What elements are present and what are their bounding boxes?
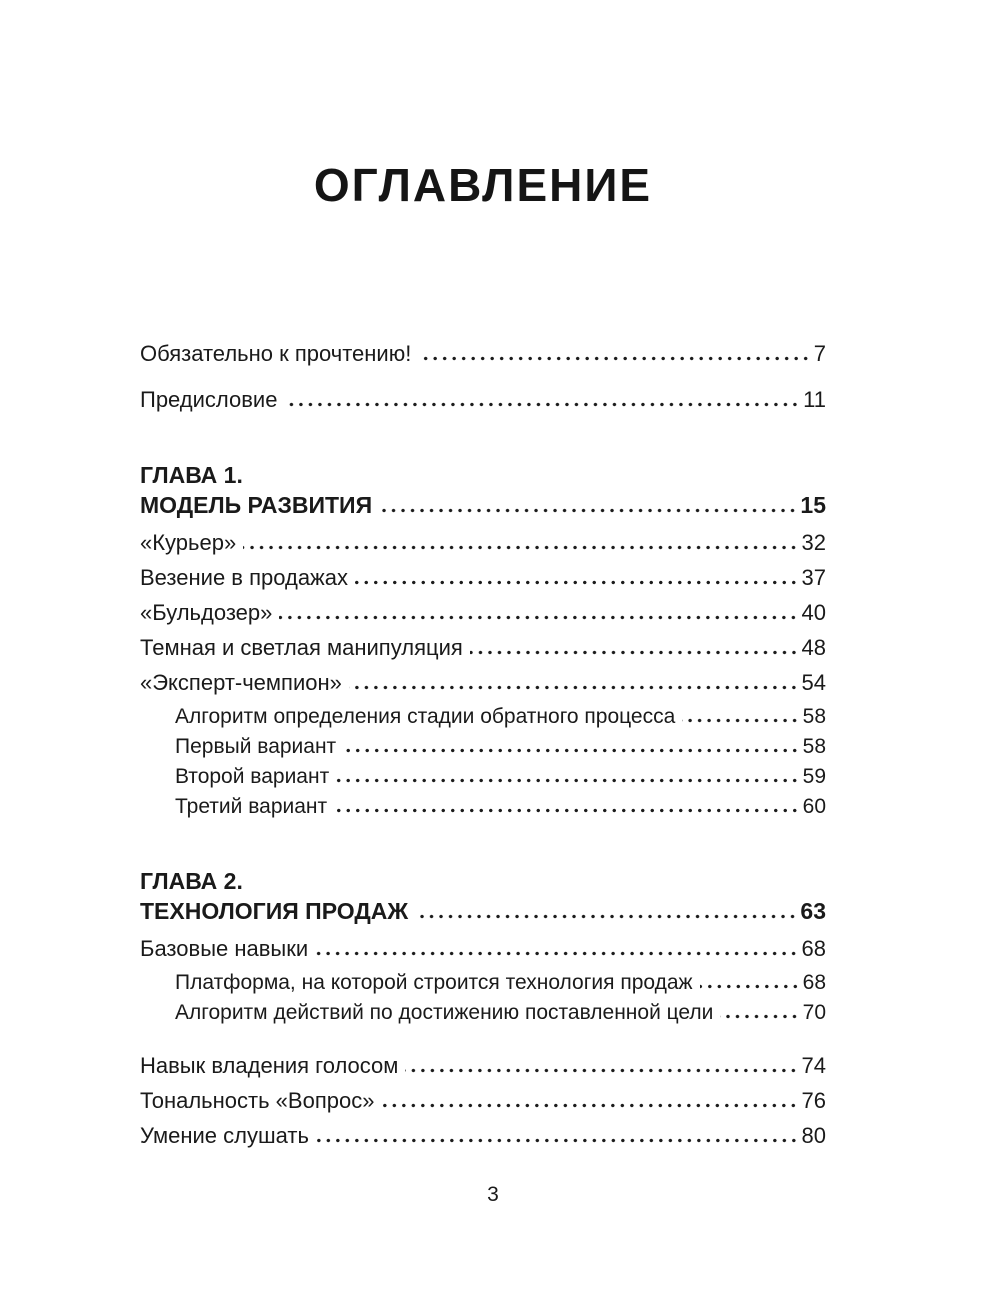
toc-entry-label: Второй вариант (175, 765, 330, 788)
chapter-kicker: ГЛАВА 2. (140, 868, 243, 894)
toc-entry-line (140, 634, 826, 662)
toc-entry-line (140, 669, 826, 697)
toc-entry-page: 48 (801, 635, 826, 660)
toc-entry (140, 704, 826, 730)
toc-entry-page: 70 (802, 1001, 826, 1024)
dot-leader (418, 356, 810, 361)
chapter-title: МОДЕЛЬ РАЗВИТИЯ (140, 492, 373, 518)
toc-entry (140, 1087, 826, 1115)
chapter-title-line (140, 490, 826, 520)
dot-leader (279, 615, 798, 620)
toc-entry (140, 734, 826, 760)
toc-entry-line (140, 564, 826, 592)
dot-leader (349, 685, 799, 690)
toc-list (140, 340, 826, 1150)
dot-leader (405, 1068, 798, 1073)
page-title: ОГЛАВЛЕНИЕ (313, 159, 653, 211)
toc-entry-line (140, 529, 826, 557)
toc-entry-label: «Курьер» (140, 530, 237, 555)
toc-entry-label: Базовые навыки (140, 936, 309, 961)
toc-entry-label: Тональность «Вопрос» (140, 1088, 375, 1113)
toc-entry (140, 794, 826, 820)
dot-leader (415, 914, 797, 919)
toc-entry-line (140, 340, 826, 368)
toc-entry-page: 68 (801, 936, 826, 961)
chapter-title-line (140, 896, 826, 926)
toc-entry-line (140, 935, 826, 963)
toc-entry-line (140, 599, 826, 627)
dot-leader (316, 1138, 799, 1143)
toc-entry-line (175, 704, 826, 730)
toc-entry-page: 60 (802, 795, 826, 818)
toc-entry-page: 58 (802, 735, 826, 758)
toc-entry-label: «Бульдозер» (140, 600, 273, 625)
dot-leader (470, 650, 799, 655)
toc-entry-label: Платформа, на которой строится технология продаж (175, 971, 693, 994)
dot-leader (343, 748, 799, 753)
toc-entry-line (140, 386, 826, 414)
dot-leader (284, 402, 800, 407)
toc-entry (140, 340, 826, 368)
toc-entry-label: Везение в продажах (140, 565, 349, 590)
toc-entry-page: 15 (800, 492, 826, 518)
toc-entry-label: Умение слушать (140, 1123, 309, 1148)
toc-entry-page: 59 (802, 765, 826, 788)
toc-entry-label: Обязательно к прочтению! (140, 341, 412, 366)
toc-entry-line (175, 734, 826, 760)
dot-leader (682, 718, 799, 723)
toc-entry-line (175, 794, 826, 820)
toc-entry-page: 7 (813, 341, 826, 366)
toc-entry-line (175, 970, 826, 996)
dot-leader (381, 1103, 798, 1108)
toc-entry (140, 634, 826, 662)
toc-entry-page: 58 (802, 705, 826, 728)
dot-leader (315, 951, 798, 956)
toc-entry-page: 80 (801, 1123, 826, 1148)
toc-entry-page: 76 (801, 1088, 826, 1113)
dot-leader (243, 545, 798, 550)
toc-entry-label: «Эксперт-чемпион» (140, 670, 342, 695)
dot-leader (720, 1014, 799, 1019)
toc-entry-line (140, 1087, 826, 1115)
toc-entry-label: Алгоритм определения стадии обратного процесса (175, 705, 676, 728)
toc-entry (140, 970, 826, 996)
toc-entry (140, 764, 826, 790)
toc-entry (140, 599, 826, 627)
toc-chapter-heading (140, 866, 826, 926)
dot-leader (334, 808, 800, 813)
toc-entry-line (175, 764, 826, 790)
toc-entry-label: Первый вариант (175, 735, 337, 758)
toc-entry-page: 11 (803, 387, 826, 412)
toc-entry-line (175, 1000, 826, 1026)
toc-entry (140, 1052, 826, 1080)
dot-leader (379, 508, 797, 513)
toc-entry-line (140, 1052, 826, 1080)
toc-entry-page: 37 (801, 565, 826, 590)
dot-leader (700, 984, 800, 989)
toc-chapter-heading (140, 460, 826, 520)
toc-entry (140, 1000, 826, 1026)
toc-entry (140, 669, 826, 697)
toc-entry-label: Предисловие (140, 387, 278, 412)
chapter-kicker: ГЛАВА 1. (140, 462, 243, 488)
dot-leader (336, 778, 799, 783)
toc-entry (140, 529, 826, 557)
toc-entry-label: Третий вариант (175, 795, 328, 818)
toc-entry (140, 386, 826, 414)
toc-entry-line (140, 1122, 826, 1150)
toc-entry-page: 54 (801, 670, 826, 695)
toc-entry (140, 935, 826, 963)
toc-entry-page: 32 (801, 530, 826, 555)
toc-entry-label: Темная и светлая манипуляция (140, 635, 463, 660)
toc-entry-label: Навык владения голосом (140, 1053, 399, 1078)
toc-entry-label: Алгоритм действий по достижению поставленной цели (175, 1001, 714, 1024)
toc-entry-page: 40 (801, 600, 826, 625)
chapter-title: ТЕХНОЛОГИЯ ПРОДАЖ (140, 898, 409, 924)
dot-leader (355, 580, 799, 585)
page-number: 3 (487, 1183, 499, 1206)
toc-entry (140, 564, 826, 592)
toc-entry-page: 74 (801, 1053, 826, 1078)
toc-entry-page: 68 (802, 971, 826, 994)
toc-entry-page: 63 (800, 898, 826, 924)
toc-entry (140, 1122, 826, 1150)
